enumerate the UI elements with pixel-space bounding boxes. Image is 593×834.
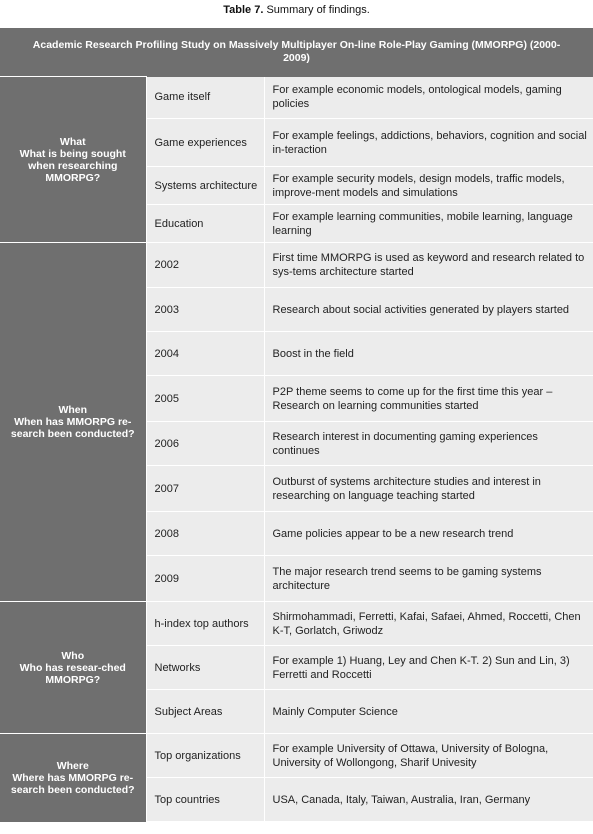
row-label: Game itself [146, 77, 264, 119]
table-header-row [0, 28, 593, 77]
row-description: Outburst of systems architecture studies and interest in researching on language teaching started [264, 466, 593, 512]
row-label: Top countries [146, 778, 264, 822]
row-label: 2005 [146, 376, 264, 422]
table-row [0, 734, 593, 778]
row-label: Networks [146, 646, 264, 690]
row-description: Research about social activities generated by players started [264, 288, 593, 332]
findings-table-body [0, 28, 593, 822]
table-caption [0, 0, 593, 28]
row-label: 2006 [146, 422, 264, 466]
findings-table [0, 28, 593, 822]
table-header: Academic Research Profiling Study on Massively Multiplayer On-line Role-Play Gaming (MMORPG) (2000-2009) [0, 28, 593, 77]
table-caption-label: Table 7. [223, 4, 264, 16]
table-row [0, 602, 593, 646]
category-cell-what: What What is being sought when researching MMORPG? [0, 77, 146, 243]
row-label: Education [146, 205, 264, 243]
row-description: USA, Canada, Italy, Taiwan, Australia, Iran, Germany [264, 778, 593, 822]
row-description: P2P theme seems to come up for the first time this year – Research on learning communities started [264, 376, 593, 422]
table-row [0, 243, 593, 288]
row-description: For example University of Ottawa, University of Bologna, University of Wollongong, Sharif Univesity [264, 734, 593, 778]
row-label: Game experiences [146, 119, 264, 167]
table-row [0, 77, 593, 119]
row-description: Research interest in documenting gaming experiences continues [264, 422, 593, 466]
row-description: Game policies appear to be a new research trend [264, 512, 593, 556]
row-description: For example feelings, addictions, behaviors, cognition and social in-teraction [264, 119, 593, 167]
category-cell-who: Who Who has resear-ched MMORPG? [0, 602, 146, 734]
row-description: For example economic models, ontological models, gaming policies [264, 77, 593, 119]
row-label: 2008 [146, 512, 264, 556]
row-label: 2004 [146, 332, 264, 376]
category-cell-where: Where Where has MMORPG re-search been conducted? [0, 734, 146, 822]
row-description: Boost in the field [264, 332, 593, 376]
category-cell-when: When When has MMORPG re-search been conducted? [0, 243, 146, 602]
row-description: First time MMORPG is used as keyword and research related to sys-tems architecture started [264, 243, 593, 288]
row-description: Shirmohammadi, Ferretti, Kafai, Safaei, Ahmed, Roccetti, Chen K-T, Gorlatch, Griwodz [264, 602, 593, 646]
row-label: h-index top authors [146, 602, 264, 646]
row-description: For example learning communities, mobile learning, language learning [264, 205, 593, 243]
row-label: 2009 [146, 556, 264, 602]
row-description: For example 1) Huang, Ley and Chen K-T. 2) Sun and Lin, 3) Ferretti and Roccetti [264, 646, 593, 690]
row-description: The major research trend seems to be gaming systems architecture [264, 556, 593, 602]
table-caption-text: Summary of findings. [263, 4, 370, 16]
row-label: Systems architecture [146, 167, 264, 205]
row-label: 2002 [146, 243, 264, 288]
row-label: 2007 [146, 466, 264, 512]
row-label: Subject Areas [146, 690, 264, 734]
row-label: 2003 [146, 288, 264, 332]
row-label: Top organizations [146, 734, 264, 778]
row-description: Mainly Computer Science [264, 690, 593, 734]
row-description: For example security models, design models, traffic models, improve-ment models and simulations [264, 167, 593, 205]
